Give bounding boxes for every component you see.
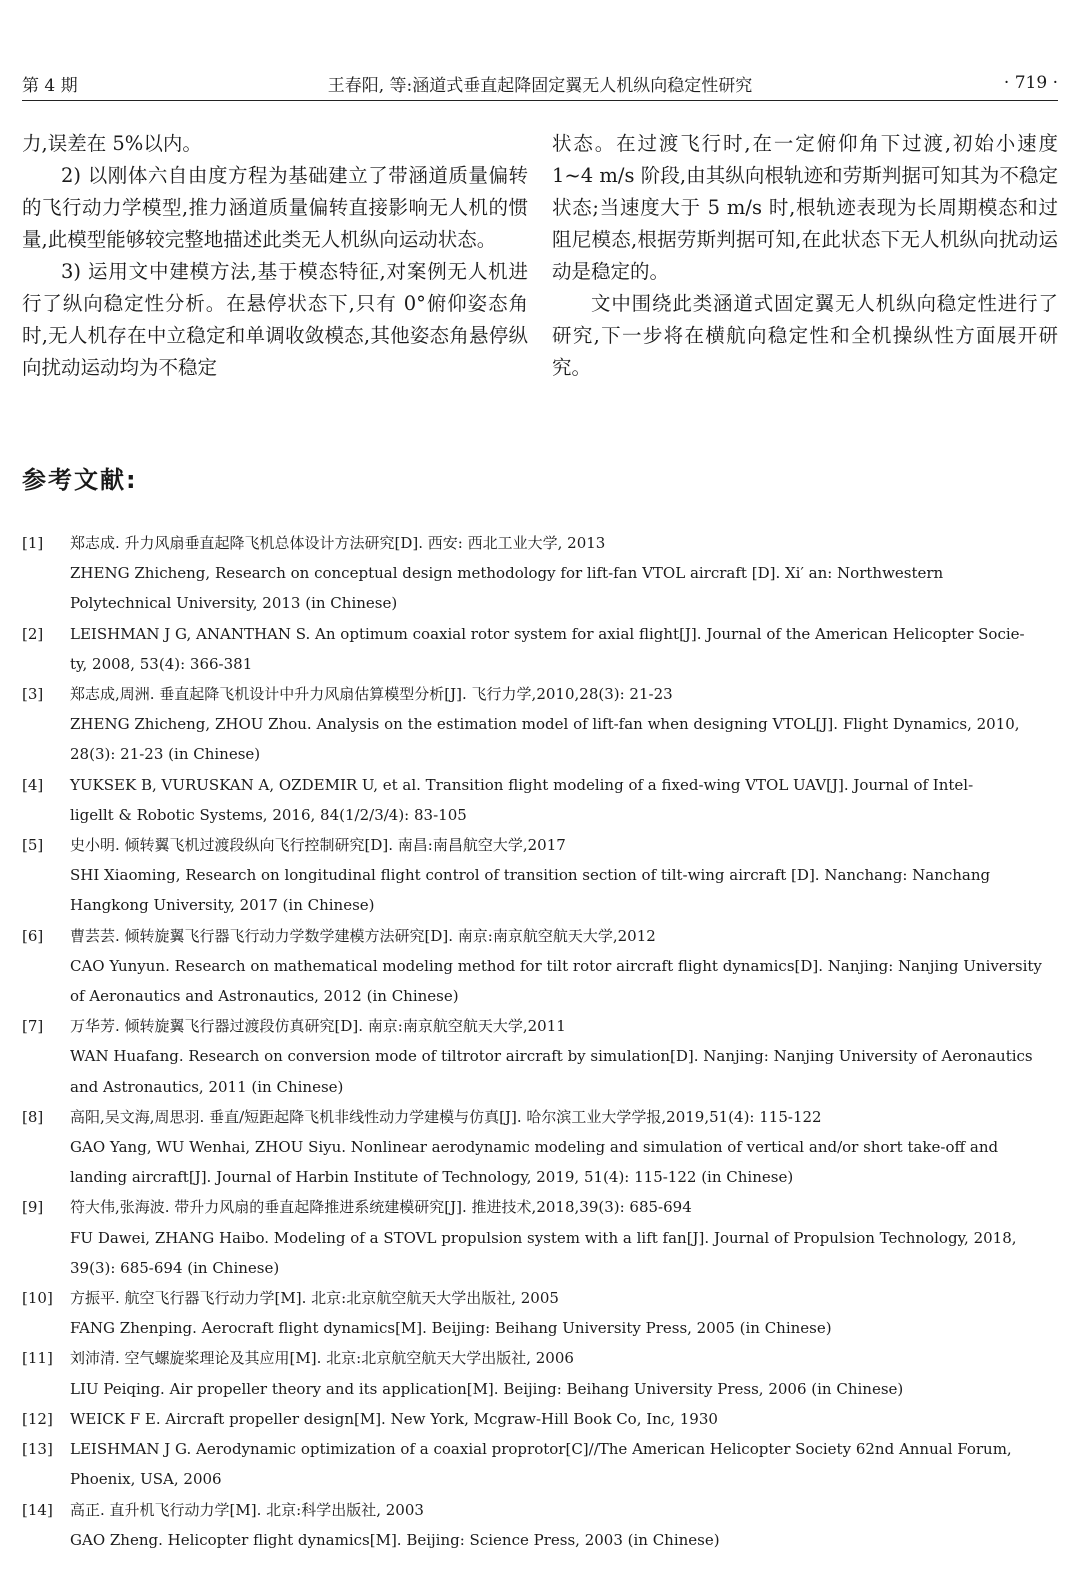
reference-number: [14] <box>22 1500 53 1519</box>
reference-number: [6] <box>22 926 44 945</box>
issue-number: 第 4 期 <box>22 75 78 96</box>
reference-number: [2] <box>22 624 44 643</box>
reference-number: [10] <box>22 1289 53 1308</box>
reference-text <box>70 1102 1058 1193</box>
references-heading: 参考文献: <box>22 466 138 494</box>
paragraph: 力,误差在 5%以内。 <box>22 132 202 155</box>
reference-item <box>22 679 1058 770</box>
reference-number: [9] <box>22 1198 44 1217</box>
reference-text <box>70 1192 1058 1283</box>
reference-line: SHI Xiaoming, Research on longitudinal flight control of transition section of tilt-wing aircraft [D]. Nanchang: Nanchang <box>70 866 991 885</box>
reference-item <box>22 528 1058 619</box>
paragraph: 2) 以刚体六自由度方程为基础建立了带涵道质量偏转的飞行动力学模型,推力涵道质量偏转直接影响无人机的惯量,此模型能够较完整地描述此类无人机纵向运动状态。 <box>22 164 528 251</box>
reference-number: [5] <box>22 836 44 855</box>
reference-line: ty, 2008, 53(4): 366-381 <box>70 654 253 673</box>
reference-line: YUKSEK B, VURUSKAN A, OZDEMIR U, et al. Transition flight modeling of a fixed-wing VTOL UAV[J]. Journal of Intel- <box>70 775 974 794</box>
reference-line: FANG Zhenping. Aerocraft flight dynamics[M]. Beijing: Beihang University Press, 2005 (in Chinese) <box>70 1319 832 1338</box>
reference-text <box>70 921 1058 1012</box>
reference-number: [1] <box>22 534 44 552</box>
reference-line: GAO Zheng. Helicopter flight dynamics[M]. Beijing: Science Press, 2003 (in Chinese) <box>70 1530 720 1549</box>
reference-text <box>70 1283 1058 1343</box>
reference-text <box>70 619 1058 679</box>
reference-line: 郑志成,周洲. 垂直起降飞机设计中升力风扇估算模型分析[J]. 飞行力学,2010,28(3): 21-23 <box>70 685 673 704</box>
reference-number: [3] <box>22 685 44 704</box>
reference-item <box>22 1102 1058 1193</box>
reference-number: [4] <box>22 775 44 794</box>
reference-line: Phoenix, USA, 2006 <box>70 1470 222 1489</box>
reference-number: [11] <box>22 1349 53 1368</box>
left-column <box>22 128 528 428</box>
reference-line: 符大伟,张海波. 带升力风扇的垂直起降推进系统建模研究[J]. 推进技术,2018,39(3): 685-694 <box>70 1198 692 1217</box>
reference-line: 高正. 直升机飞行动力学[M]. 北京:科学出版社, 2003 <box>70 1500 424 1519</box>
running-header <box>22 66 1058 101</box>
reference-line: 万华芳. 倾转旋翼飞行器过渡段仿真研究[D]. 南京:南京航空航天大学,2011 <box>70 1017 566 1036</box>
reference-line: WAN Huafang. Research on conversion mode of tiltrotor aircraft by simulation[D]. Nanjing: Nanjing University of Aeronautics <box>70 1047 1033 1066</box>
reference-item <box>22 770 1058 830</box>
reference-line: 方振平. 航空飞行器飞行动力学[M]. 北京:北京航空航天大学出版社, 2005 <box>70 1289 559 1308</box>
reference-item <box>22 1434 1058 1494</box>
reference-line: ZHENG Zhicheng, ZHOU Zhou. Analysis on the estimation model of lift-fan when designing VTOL[J]. Flight Dynamics, 2010, <box>70 715 1020 734</box>
reference-number: [7] <box>22 1017 44 1036</box>
reference-item <box>22 1011 1058 1102</box>
reference-text <box>70 1011 1058 1102</box>
reference-item <box>22 1192 1058 1283</box>
reference-number: [12] <box>22 1409 53 1428</box>
reference-line: FU Dawei, ZHANG Haibo. Modeling of a STOVL propulsion system with a lift fan[J]. Journal of Propulsion Technology, 2018, <box>70 1228 1017 1247</box>
paragraph: 状态。在过渡飞行时,在一定俯仰角下过渡,初始小速度 1~4 m/s 阶段,由其纵向根轨迹和劳斯判据可知其为不稳定状态;当速度大于 5 m/s 时,根轨迹表现为长周期模态和过阻尼模态,根据劳斯判据可知,在此状态下无人机纵向扰动运动是稳定的。 <box>552 132 1058 283</box>
reference-text <box>70 830 1058 921</box>
reference-line: 刘沛清. 空气螺旋桨理论及其应用[M]. 北京:北京航空航天大学出版社, 2006 <box>70 1349 574 1368</box>
reference-text <box>70 1434 1058 1494</box>
reference-line: Hangkong University, 2017 (in Chinese) <box>70 896 375 915</box>
reference-line: LEISHMAN J G. Aerodynamic optimization of a coaxial proprotor[C]//The American Helicopter Society 62nd Annual Forum, <box>70 1440 1012 1459</box>
reference-text <box>70 528 1058 619</box>
reference-line: landing aircraft[J]. Journal of Harbin Institute of Technology, 2019, 51(4): 115-122 (in Chinese) <box>70 1168 794 1187</box>
reference-text <box>70 1343 1058 1403</box>
reference-item <box>22 1495 1058 1555</box>
reference-number: [8] <box>22 1107 44 1126</box>
references-list <box>22 528 1058 1555</box>
reference-text <box>70 1404 1058 1434</box>
conclusion-text <box>22 128 1058 428</box>
reference-line: ligellt & Robotic Systems, 2016, 84(1/2/3/4): 83-105 <box>70 805 467 824</box>
reference-number: [13] <box>22 1440 53 1459</box>
reference-line: Polytechnical University, 2013 (in Chinese) <box>70 594 398 613</box>
reference-line: LIU Peiqing. Air propeller theory and its application[M]. Beijing: Beihang University Press, 2006 (in Chinese) <box>70 1379 904 1398</box>
reference-line: and Astronautics, 2011 (in Chinese) <box>70 1077 344 1096</box>
reference-line: 28(3): 21-23 (in Chinese) <box>70 745 261 764</box>
reference-line: ZHENG Zhicheng, Research on conceptual design methodology for lift-fan VTOL aircraft [D]. Xi′ an: Northwestern <box>70 564 944 583</box>
reference-item <box>22 1404 1058 1434</box>
paragraph: 3) 运用文中建模方法,基于模态特征,对案例无人机进行了纵向稳定性分析。在悬停状态下,只有 0°俯仰姿态角时,无人机存在中立稳定和单调收敛模态,其他姿态角悬停纵向扰动运动均为不稳定 <box>22 260 528 379</box>
reference-line: 高阳,吴文海,周思羽. 垂直/短距起降飞机非线性动力学建模与仿真[J]. 哈尔滨工业大学学报,2019,51(4): 115-122 <box>70 1107 822 1126</box>
reference-line: of Aeronautics and Astronautics, 2012 (in Chinese) <box>70 987 459 1006</box>
reference-text <box>70 1495 1058 1555</box>
reference-line: 郑志成. 升力风扇垂直起降飞机总体设计方法研究[D]. 西安: 西北工业大学, 2013 <box>70 534 606 552</box>
paragraph: 文中围绕此类涵道式固定翼无人机纵向稳定性进行了研究,下一步将在横航向稳定性和全机操纵性方面展开研究。 <box>552 292 1058 379</box>
reference-line: 39(3): 685-694 (in Chinese) <box>70 1258 280 1277</box>
reference-line: WEICK F E. Aircraft propeller design[M]. New York, Mcgraw-Hill Book Co, Inc, 1930 <box>70 1409 718 1428</box>
reference-text <box>70 679 1058 770</box>
reference-line: CAO Yunyun. Research on mathematical modeling method for tilt rotor aircraft flight dynamics[D]. Nanjing: Nanjing University <box>70 956 1042 975</box>
reference-item <box>22 619 1058 679</box>
running-title: 王春阳, 等:涵道式垂直起降固定翼无人机纵向稳定性研究 <box>327 75 753 96</box>
reference-line: GAO Yang, WU Wenhai, ZHOU Siyu. Nonlinear aerodynamic modeling and simulation of vertical and/or short take-off and <box>70 1138 999 1157</box>
reference-line: LEISHMAN J G, ANANTHAN S. An optimum coaxial rotor system for axial flight[J]. Journal of the American Helicopter Socie- <box>70 624 1025 643</box>
reference-text <box>70 770 1058 830</box>
reference-line: 史小明. 倾转翼飞机过渡段纵向飞行控制研究[D]. 南昌:南昌航空大学,2017 <box>70 836 566 855</box>
page-number: · 719 · <box>1003 73 1058 93</box>
reference-item <box>22 1343 1058 1403</box>
reference-item <box>22 1283 1058 1343</box>
right-column <box>552 128 1058 428</box>
reference-item <box>22 921 1058 1012</box>
reference-item <box>22 830 1058 921</box>
reference-line: 曹芸芸. 倾转旋翼飞行器飞行动力学数学建模方法研究[D]. 南京:南京航空航天大学,2012 <box>70 926 656 945</box>
